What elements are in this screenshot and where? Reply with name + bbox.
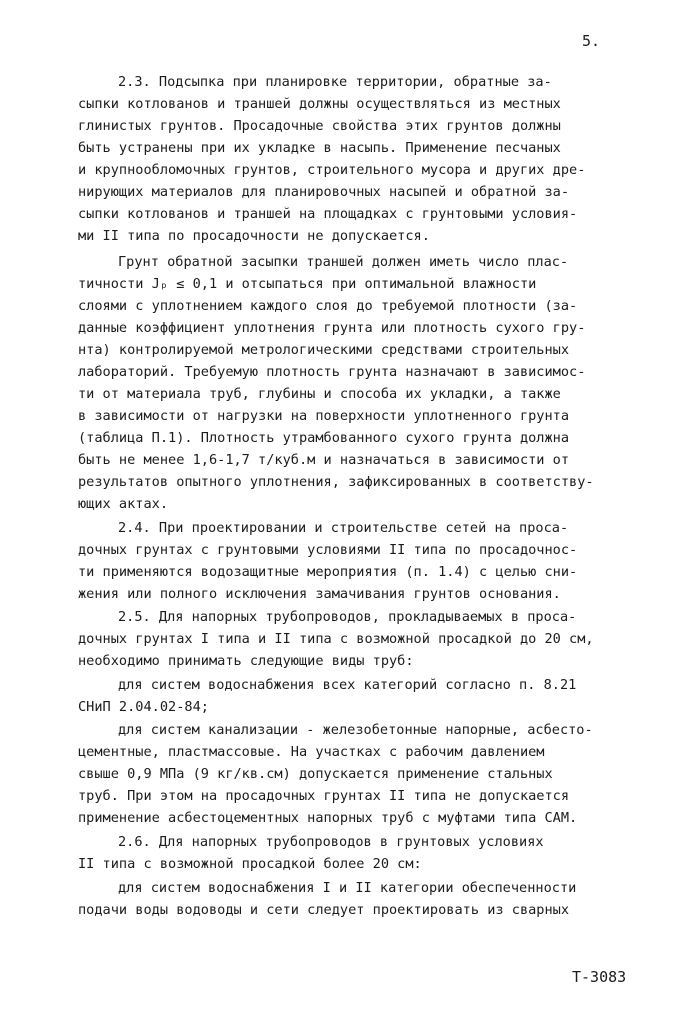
paragraph-backfill-line-5: нта) контролируемой метрологическими средствами строительных [78, 342, 570, 358]
paragraph-backfill-line-10: быть не менее 1,6-1,7 т/куб.м и назначаться в зависимости от [78, 452, 570, 468]
paragraph-2-6-line-3: для систем водоснабжения I и II категории обеспеченности [118, 880, 577, 896]
paragraph-2-3-line-4: быть устранены при их укладке в насыпь. Применение песчаных [78, 140, 561, 156]
paragraph-2-4-line-1: 2.4. При проектировании и строительстве сетей на проса- [118, 520, 569, 536]
paragraph-2-3-line-2: сыпки котлованов и траншей должны осуществляться из местных [78, 96, 561, 112]
paragraph-backfill-line-1: Грунт обратной засыпки траншей должен иметь число плас- [118, 254, 569, 270]
paragraph-2-5-line-7: цементные, пластмассовые. На участках с рабочим давлением [78, 744, 545, 760]
paragraph-2-5-line-9: труб. При этом на просадочных грунтах II типа не допускается [78, 788, 570, 804]
page-number: 5. [582, 32, 601, 50]
paragraph-2-3-line-1: 2.3. Подсыпка при планировке территории, обратные за- [118, 74, 552, 90]
paragraph-2-6-line-2: II типа с возможной просадкой более 20 см: [78, 856, 422, 872]
paragraph-2-4-line-4: жения или полного исключения замачивания грунтов основания. [78, 586, 561, 602]
paragraph-2-3-line-5: и крупнообломочных грунтов, строительного мусора и других дре- [78, 162, 586, 178]
paragraph-backfill-line-6: лабораторий. Требуемую плотность грунта назначают в зависимос- [78, 364, 586, 380]
paragraph-backfill-line-9: (таблица П.1). Плотность утрамбованного сухого грунта должна [78, 430, 570, 446]
paragraph-backfill-line-7: ти от материала труб, глубины и способа их укладки, а также [78, 386, 561, 402]
paragraph-2-5-line-8: свыше 0,9 МПа (9 кг/кв.см) допускается применение стальных [78, 766, 553, 782]
document-code: T-3083 [572, 968, 627, 986]
paragraph-2-4-line-2: дочных грунтах с грунтовыми условиями II типа по просадочнос- [78, 542, 578, 558]
paragraph-2-6-line-1: 2.6. Для напорных трубопроводов в грунтовых условиях [118, 834, 544, 850]
paragraph-2-5-line-6: для систем канализации - железобетонные напорные, асбесто- [118, 722, 593, 738]
paragraph-2-3-line-3: глинистых грунтов. Просадочные свойства этих грунтов должны [78, 118, 561, 134]
paragraph-2-5-line-2: дочных грунтах I типа и II типа с возможной просадкой до 20 см, [78, 631, 594, 647]
paragraph-backfill-line-2: тичности Jₚ ≤ 0,1 и отсыпаться при оптимальной влажности [78, 276, 537, 292]
paragraph-2-5-line-3: необходимо принимать следующие виды труб: [78, 653, 414, 669]
paragraph-backfill-line-12: ющих актах. [78, 496, 169, 512]
paragraph-2-5-line-5: СНиП 2.04.02-84; [78, 699, 209, 715]
paragraph-2-5-line-1: 2.5. Для напорных трубопроводов, прокладываемых в проса- [118, 609, 577, 625]
paragraph-2-5-line-4: для систем водоснабжения всех категорий согласно п. 8.21 [118, 677, 577, 693]
paragraph-2-3-line-8: ми II типа по просадочности не допускается. [78, 228, 430, 244]
paragraph-2-3-line-7: сыпки котлованов и траншей на площадках с грунтовыми условия- [78, 206, 578, 222]
paragraph-backfill-line-4: данные коэффициент уплотнения грунта или плотность сухого гру- [78, 320, 586, 336]
paragraph-2-6-line-4: подачи воды водоводы и сети следует проектировать из сварных [78, 902, 570, 918]
paragraph-backfill-line-11: результатов опытного уплотнения, зафиксированных в соответству- [78, 474, 594, 490]
paragraph-backfill-line-8: в зависимости от нагрузки на поверхности уплотненного грунта [78, 408, 570, 424]
paragraph-2-4-line-3: ти применяются водозащитные мероприятия (п. 1.4) с целью сни- [78, 564, 578, 580]
paragraph-2-3-line-6: нирующих материалов для планировочных насыпей и обратной за- [78, 184, 570, 200]
paragraph-backfill-line-3: слоями с уплотнением каждого слоя до требуемой плотности (за- [78, 298, 578, 314]
paragraph-2-5-line-10: применение асбестоцементных напорных труб с муфтами типа САМ. [78, 810, 578, 826]
